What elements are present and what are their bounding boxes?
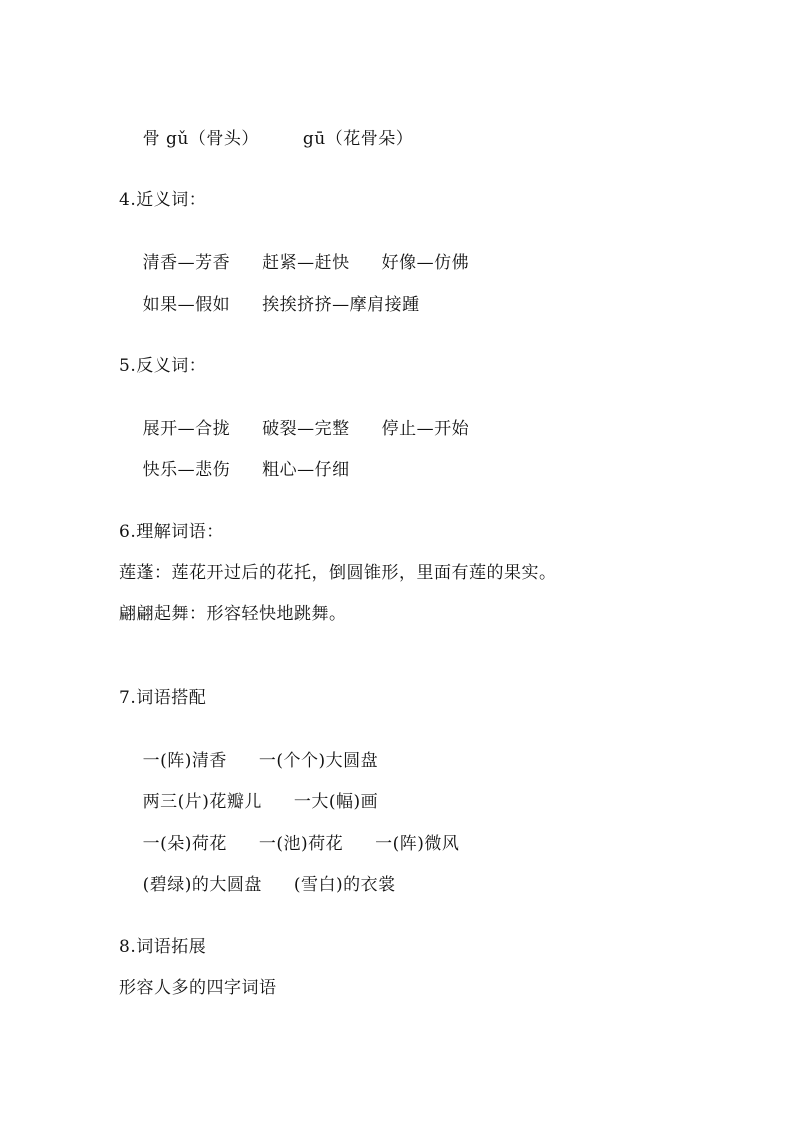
pronunciation-gu3: 骨 gǔ（骨头） [142, 129, 259, 149]
synonym-pair: 赶紧—赶快 [262, 253, 350, 273]
synonym-pair: 清香—芳香 [142, 253, 231, 273]
definitions-heading: 6.理解词语： [119, 522, 224, 542]
synonym-pair: 如果—假如 [142, 295, 231, 315]
pronunciation-gu1: gū（花骨朵） [302, 129, 414, 149]
collocation-item: 一(阵)微风 [375, 834, 460, 854]
definition-pianpian: 翩翩起舞：形容轻快地跳舞。 [119, 604, 347, 624]
expansion-heading: 8.词语拓展 [119, 937, 207, 957]
synonyms-row-2 [119, 272, 420, 338]
collocation-heading: 7.词语搭配 [119, 688, 207, 708]
synonyms-heading: 4.近义词： [119, 190, 207, 210]
antonyms-heading: 5.反义词： [119, 356, 207, 376]
collocation-item: 一(池)荷花 [258, 834, 344, 854]
collocation-row-4 [119, 852, 396, 918]
expansion-prompt: 形容人多的四字词语 [119, 978, 277, 998]
antonym-pair: 粗心—仔细 [262, 460, 350, 480]
synonym-pair: 好像—仿佛 [381, 253, 470, 273]
collocation-item: 一(朵)荷花 [142, 834, 227, 854]
collocation-item: 一(个个)大圆盘 [258, 751, 379, 771]
antonym-pair: 展开—合拢 [142, 419, 231, 439]
definition-lianpeng: 莲蓬：莲花开过后的花托，倒圆锥形，里面有莲的果实。 [119, 563, 557, 583]
antonym-pair: 破裂—完整 [262, 419, 350, 439]
collocation-item: 一(阵)清香 [142, 751, 227, 771]
collocation-item: 两三(片)花瓣儿 [142, 792, 262, 812]
antonyms-row-2 [119, 437, 350, 503]
collocation-item: 一大(幅)画 [293, 792, 379, 812]
collocation-item: (雪白)的衣裳 [293, 875, 396, 895]
antonym-pair: 快乐—悲伤 [142, 460, 231, 480]
pronunciation-line [119, 106, 413, 172]
antonym-pair: 停止—开始 [381, 419, 470, 439]
synonym-pair: 挨挨挤挤—摩肩接踵 [262, 295, 420, 315]
collocation-item: (碧绿)的大圆盘 [142, 875, 262, 895]
